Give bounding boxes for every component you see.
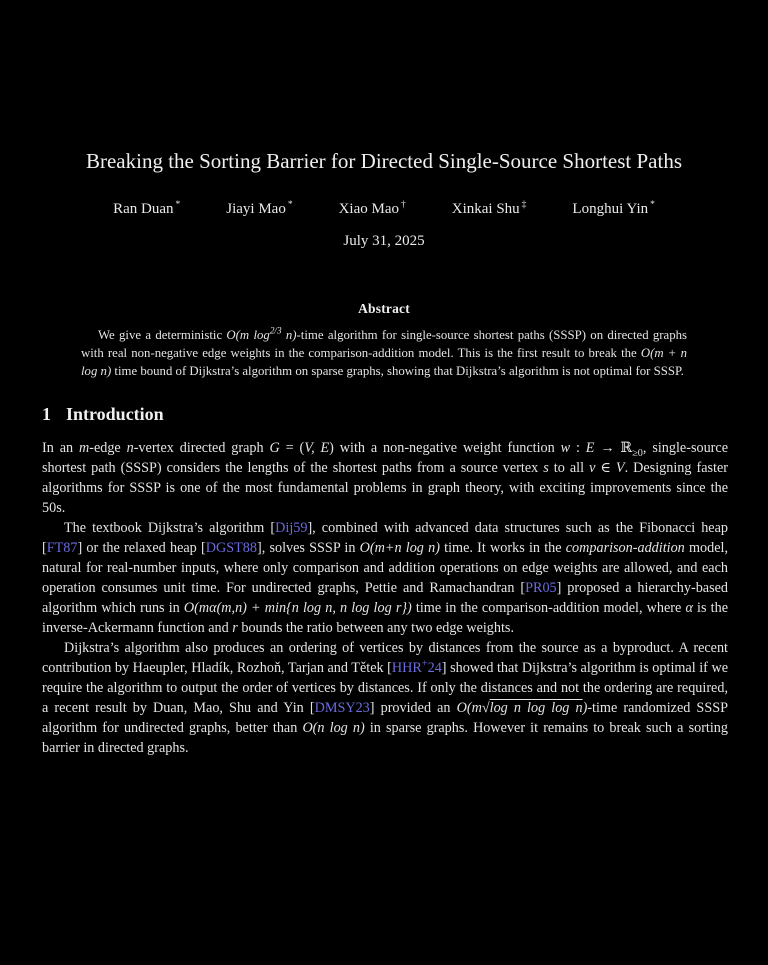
paragraph-2	[42, 518, 728, 638]
text-segment: n)	[281, 328, 297, 342]
text-segment: O(n log n)	[302, 720, 365, 736]
text-segment: In an	[42, 440, 79, 456]
introduction-body	[42, 438, 728, 758]
text-segment: → ℝ	[594, 440, 633, 456]
text-segment: to all	[548, 460, 590, 476]
page-title: Breaking the Sorting Barrier for Directed Single-Source Shortest Paths	[85, 149, 683, 173]
citation-link[interactable]: HHR	[391, 660, 422, 676]
author-name: Jiayi Mao	[226, 201, 286, 217]
text-segment: O(m log	[226, 328, 270, 342]
text-segment: model, natural for real-number inputs, where only comparison and addition operations on edge weights are allowed, and each operation consumes unit time. For undirected graphs, Pettie and Ramachandran [	[42, 540, 728, 596]
citation-link[interactable]: DMSY23	[314, 700, 370, 716]
text-segment: ) with a non-negative weight function	[329, 440, 561, 456]
author-affiliation-mark: *	[175, 200, 181, 210]
text-segment: ∈	[595, 460, 616, 476]
text-segment: bounds the ratio between any two edge weights.	[237, 620, 515, 636]
text-segment: = (	[279, 440, 305, 456]
text-segment: -vertex directed graph	[133, 440, 270, 456]
paper-date: July 31, 2025	[343, 233, 425, 249]
text-segment: -time randomized SSSP algorithm for undirected graphs, better than	[42, 700, 728, 736]
text-segment: comparison-addition	[565, 540, 685, 556]
text-segment: n	[126, 440, 134, 456]
author-affiliation-mark: *	[650, 200, 655, 210]
text-segment: is the inverse-Ackermann function and	[42, 600, 728, 636]
paragraph-3	[42, 638, 728, 758]
text-segment: r	[232, 620, 238, 636]
author-affiliation-mark: *	[287, 200, 293, 210]
text-segment: w	[560, 440, 571, 456]
citation-link[interactable]: Dij59	[275, 520, 308, 536]
author-list	[0, 200, 768, 218]
text-segment: , single-source shortest path (SSSP) considers the lengths of the shortest paths from a source vertex	[42, 440, 728, 476]
citation-link[interactable]: +	[421, 658, 428, 670]
text-segment: 2/3	[269, 325, 282, 336]
text-segment: time bound of Dijkstra’s algorithm on sparse graphs, showing that Dijkstra’s algorithm is not optimal for SSSP.	[111, 364, 684, 378]
section-heading	[42, 404, 768, 425]
author	[226, 200, 292, 218]
text-segment: V	[615, 460, 625, 476]
citation-link[interactable]: FT87	[46, 540, 78, 556]
text-segment: log n log log n	[489, 700, 583, 716]
author-name: Ran Duan	[113, 201, 174, 217]
text-segment: Dijkstra’s algorithm also produces an ordering of vertices by distances from the source as a byproduct. A recent contribution by Haeupler, Hladík, Rozhoň, Tarjan and Tětek [	[42, 640, 728, 676]
section-number: 1	[42, 404, 51, 424]
text-segment: time. It works in the	[439, 540, 566, 556]
citation-link[interactable]: PR05	[525, 580, 557, 596]
text-segment: -time algorithm for single-source shortest paths (SSSP) on directed graphs with real non-negative edge weights in the comparison-addition model. This is the first result to break the	[81, 328, 687, 360]
text-segment: E	[585, 440, 595, 456]
text-segment: O(m+n log n)	[359, 540, 440, 556]
author	[572, 200, 654, 218]
text-segment: ], solves SSSP in	[256, 540, 360, 556]
text-segment: -edge	[89, 440, 127, 456]
text-segment: O(m√	[456, 700, 490, 716]
text-segment: O(mα(m,n) + min{n log n, n log log r})	[183, 600, 412, 616]
text-segment: We give a deterministic	[98, 328, 227, 342]
paragraph-1	[42, 438, 728, 518]
text-segment: s	[543, 460, 549, 476]
paper-page	[0, 146, 768, 965]
text-segment: time in the comparison-addition model, where	[411, 600, 686, 616]
section-title: Introduction	[66, 404, 164, 424]
author-name: Xiao Mao	[338, 201, 399, 217]
text-segment: α	[685, 600, 693, 616]
author	[452, 200, 527, 218]
text-segment: G	[269, 440, 280, 456]
text-segment: V, E	[304, 440, 330, 456]
text-segment: in sparse graphs. However it remains to break such a sorting barrier in directed graphs.	[42, 720, 728, 756]
author-name: Longhui Yin	[572, 201, 649, 217]
text-segment: :	[570, 440, 586, 456]
author-affiliation-mark: †	[401, 200, 406, 210]
text-segment: ] provided an	[369, 700, 457, 716]
text-segment: ], combined with advanced data structures such as the Fibonacci heap [	[42, 520, 728, 556]
abstract-heading: Abstract	[358, 301, 410, 316]
text-segment: O(m + n log n)	[81, 346, 687, 378]
author	[339, 200, 406, 218]
author-affiliation-mark: ‡	[521, 200, 527, 210]
abstract-text	[81, 326, 687, 380]
text-segment: v	[589, 460, 596, 476]
text-segment: m	[78, 440, 90, 456]
citation-link[interactable]: 24	[427, 660, 442, 676]
author-name: Xinkai Shu	[451, 201, 520, 217]
text-segment: ] showed that Dijkstra’s algorithm is optimal if we require the algorithm to output the order of vertices by distances. If only the distances and not the ordering are required, a recent result by Duan, Mao, Shu and Yin [	[42, 660, 728, 716]
text-segment: ] proposed a hierarchy-based algorithm which runs in	[42, 580, 729, 616]
text-segment: . Designing faster algorithms for SSSP is one of the most fundamental problems in graph theory, with exciting improvements since the 50s.	[42, 460, 728, 516]
citation-link[interactable]: DGST88	[205, 540, 257, 556]
text-segment: )	[582, 700, 588, 716]
text-segment: ≥0	[632, 447, 643, 459]
text-segment: The textbook Dijkstra’s algorithm [	[64, 520, 276, 536]
author	[113, 200, 180, 218]
text-segment: ] or the relaxed heap [	[77, 540, 206, 556]
